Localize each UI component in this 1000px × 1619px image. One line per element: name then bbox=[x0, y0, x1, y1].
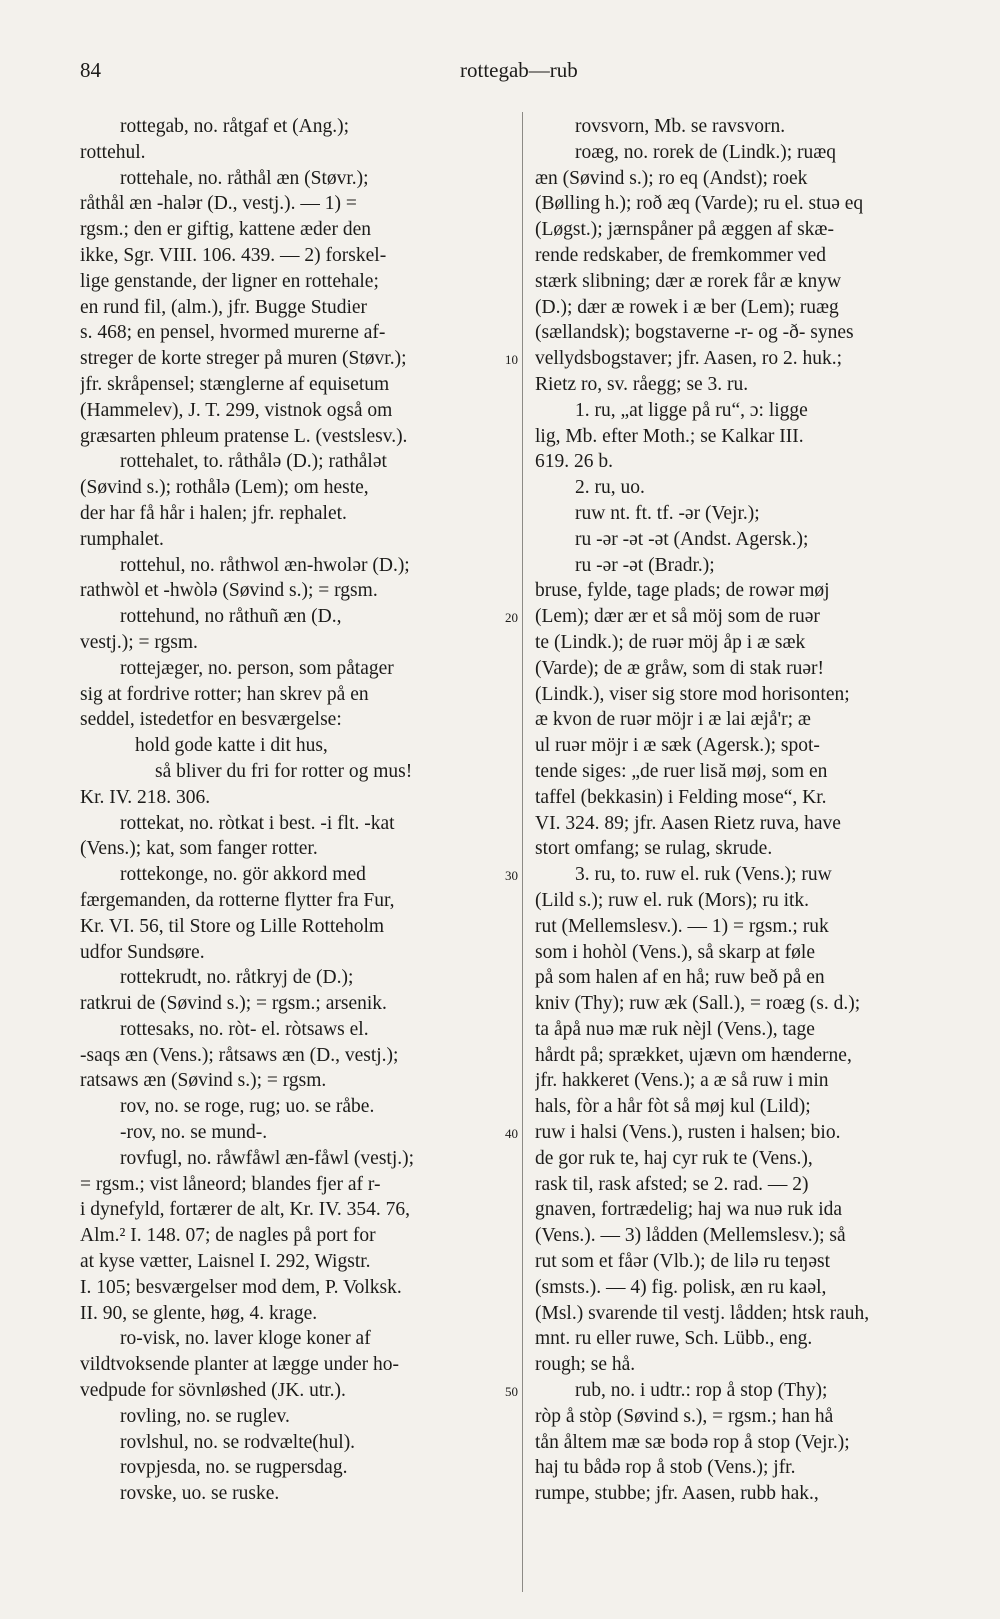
text-line: te (Lindk.); de ruər möj åp i æ sæk bbox=[535, 631, 806, 653]
text-line: (sællandsk); bogstaverne -r- og -ð- synes bbox=[535, 322, 854, 344]
column-divider bbox=[522, 112, 523, 1592]
line-number: 40 bbox=[505, 1126, 518, 1142]
text-line: 3. ru, to. ruw el. ruk (Vens.); ruw bbox=[575, 864, 832, 886]
text-line: hals, fòr a hår fòt så møj kul (Lild); bbox=[535, 1096, 811, 1118]
text-line: rathwòl et -hwòlə (Søvind s.); = rgsm. bbox=[80, 580, 378, 602]
text-line: streger de korte streger på muren (Støvr.); bbox=[80, 348, 407, 370]
text-line: rov, no. se roge, rug; uo. se råbe. bbox=[120, 1096, 375, 1118]
text-line: rovfugl, no. råwfåwl æn-fåwl (vestj.); bbox=[120, 1147, 415, 1169]
text-line: rottekrudt, no. råtkryj de (D.); bbox=[120, 967, 354, 989]
text-line: æn (Søvind s.); ro eq (Andst); roek bbox=[535, 167, 808, 189]
text-line: en rund fil, (alm.), jfr. Bugge Studier bbox=[80, 296, 368, 318]
text-line: ru -ər -ət (Bradr.); bbox=[575, 554, 715, 576]
text-line: (Lem); dær ær et så möj som de ruər bbox=[535, 606, 820, 628]
text-line: jfr. skråpensel; stænglerne af equisetum bbox=[80, 373, 390, 395]
text-line: (D.); dær æ rowek i æ ber (Lem); ruæg bbox=[535, 296, 839, 318]
text-line: ro-visk, no. laver kloge koner af bbox=[120, 1328, 371, 1350]
text-line: mnt. ru eller ruwe, Sch. Lübb., eng. bbox=[535, 1328, 813, 1350]
text-line: at kyse vætter, Laisnel I. 292, Wigstr. bbox=[80, 1251, 371, 1273]
text-line: rumpe, stubbe; jfr. Aasen, rubb hak., bbox=[535, 1483, 819, 1505]
text-line: rovpjesda, no. se rugpersdag. bbox=[120, 1457, 348, 1479]
text-line: Kr. IV. 218. 306. bbox=[80, 786, 211, 808]
text-line: (Vens.); kat, som fanger rotter. bbox=[80, 838, 318, 860]
text-line: rottekat, no. ròtkat i best. -i flt. -kat bbox=[120, 812, 395, 834]
text-line: ròp å stòp (Søvind s.), = rgsm.; han hå bbox=[535, 1405, 834, 1427]
text-line: ruw i halsi (Vens.), rusten i halsen; bio. bbox=[535, 1122, 841, 1144]
text-line: ratsaws æn (Søvind s.); = rgsm. bbox=[80, 1070, 327, 1092]
text-line: der har få hår i halen; jfr. rephalet. bbox=[80, 502, 347, 524]
text-line: stærk slibning; dær æ rorek får æ knyw bbox=[535, 270, 842, 292]
text-line: rottehalet, to. råthålə (D.); rathålət bbox=[120, 451, 387, 473]
text-line: ikke, Sgr. VIII. 106. 439. — 2) forskel- bbox=[80, 244, 387, 266]
text-line: rottejæger, no. person, som påtager bbox=[120, 657, 394, 679]
text-line: roæg, no. rorek de (Lindk.); ruæq bbox=[575, 141, 837, 163]
text-line: hårdt på; sprækket, ujævn om hænderne, bbox=[535, 1044, 852, 1066]
text-line: hold gode katte i dit hus, bbox=[135, 735, 328, 757]
text-line: rumphalet. bbox=[80, 528, 164, 550]
text-line: (Lild s.); ruw el. ruk (Mors); ru itk. bbox=[535, 889, 810, 911]
text-line: (smsts.). — 4) fig. polisk, æn ru kaəl, bbox=[535, 1276, 827, 1298]
text-line: rende redskaber, de fremkommer ved bbox=[535, 244, 827, 266]
text-line: rottekonge, no. gör akkord med bbox=[120, 864, 366, 886]
text-line: (Bølling h.); roð æq (Varde); ru el. stuə eq bbox=[535, 193, 864, 215]
text-line: bruse, fylde, tage plads; de rowər møj bbox=[535, 580, 830, 602]
text-line: rovsvorn, Mb. se ravsvorn. bbox=[575, 116, 786, 137]
text-line: rottehul. bbox=[80, 141, 146, 163]
line-number: 50 bbox=[505, 1384, 518, 1400]
text-line: vedpude for sövnløshed (JK. utr.). bbox=[80, 1380, 346, 1402]
text-line: rgsm.; den er giftig, kattene æder den bbox=[80, 219, 371, 241]
text-line: tån åltem mæ sæ bodə rop å stop (Vejr.); bbox=[535, 1431, 850, 1453]
text-line: lig, Mb. efter Moth.; se Kalkar III. bbox=[535, 425, 804, 447]
text-line: 2. ru, uo. bbox=[575, 477, 645, 499]
text-line: så bliver du fri for rotter og mus! bbox=[155, 760, 413, 782]
text-line: jfr. hakkeret (Vens.); a æ så ruw i min bbox=[535, 1070, 829, 1092]
page-header bbox=[80, 58, 960, 92]
text-line: (Varde); de æ gråw, som di stak ruər! bbox=[535, 657, 824, 679]
text-line: ul ruər möjr i æ sæk (Agersk.); spot- bbox=[535, 735, 820, 757]
text-line: rough; se hå. bbox=[535, 1354, 636, 1376]
text-line: VI. 324. 89; jfr. Aasen Rietz ruva, have bbox=[535, 812, 841, 834]
page-number: 84 bbox=[80, 58, 101, 82]
text-line: ta åpå nuə mæ ruk nèjl (Vens.), tage bbox=[535, 1018, 815, 1040]
text-line: II. 90, se glente, høg, 4. krage. bbox=[80, 1302, 318, 1324]
text-line: vildtvoksende planter at lægge under ho- bbox=[80, 1354, 399, 1376]
text-line: seddel, istedetfor en besværgelse: bbox=[80, 709, 342, 731]
text-line: ratkrui de (Søvind s.); = rgsm.; arsenik. bbox=[80, 993, 387, 1015]
text-line: på som halen af en hå; ruw beð på en bbox=[535, 967, 825, 989]
text-line: i dynefyld, fortærer de alt, Kr. IV. 354. 76, bbox=[80, 1199, 410, 1221]
text-line: ruw nt. ft. tf. -ər (Vejr.); bbox=[575, 502, 760, 524]
text-line: haj tu bådə rop å stob (Vens.); jfr. bbox=[535, 1457, 796, 1479]
text-line: færgemanden, da rotterne flytter fra Fur, bbox=[80, 889, 395, 911]
line-number: 30 bbox=[505, 868, 518, 884]
text-line: vellydsbogstaver; jfr. Aasen, ro 2. huk.; bbox=[535, 348, 843, 370]
text-line: (Lindk.), viser sig store mod horisonten; bbox=[535, 683, 850, 705]
text-line: rottegab, no. råtgaf et (Ang.); bbox=[120, 116, 350, 137]
text-line: rovling, no. se ruglev. bbox=[120, 1405, 290, 1427]
text-line: Alm.² I. 148. 07; de nagles på port for bbox=[80, 1225, 376, 1247]
text-line: rottehale, no. råthål æn (Støvr.); bbox=[120, 167, 369, 189]
line-number: 20 bbox=[505, 610, 518, 626]
text-line: rottehund, no råthuñ æn (D., bbox=[120, 606, 342, 628]
text-line: Rietz ro, sv. råegg; se 3. ru. bbox=[535, 373, 749, 395]
text-line: de gor ruk te, haj cyr ruk te (Vens.), bbox=[535, 1147, 813, 1169]
text-line: græsarten phleum pratense L. (vestslesv.). bbox=[80, 425, 408, 447]
text-line: (Hammelev), J. T. 299, vistnok også om bbox=[80, 399, 393, 421]
text-line: (Msl.) svarende til vestj. lådden; htsk rauh, bbox=[535, 1302, 870, 1324]
text-line: stort omfang; se rulag, skrude. bbox=[535, 838, 773, 860]
text-line: taffel (bekkasin) i Felding mose“, Kr. bbox=[535, 786, 827, 808]
text-line: Kr. VI. 56, til Store og Lille Rotteholm bbox=[80, 915, 385, 937]
text-line: ru -ər -ət -ət (Andst. Agersk.); bbox=[575, 528, 809, 550]
text-line: som i hohòl (Vens.), så skarp at føle bbox=[535, 941, 815, 963]
text-line: rask til, rask afsted; se 2. rad. — 2) bbox=[535, 1173, 809, 1195]
text-line: rottehul, no. råthwol æn-hwolər (D.); bbox=[120, 554, 410, 576]
text-line: æ kvon de ruər möjr i æ lai æjå'r; æ bbox=[535, 709, 811, 731]
text-line: (Søvind s.); rothålə (Lem); om heste, bbox=[80, 477, 369, 499]
text-line: s. 468; en pensel, hvormed murerne af- bbox=[80, 322, 386, 344]
text-line: tende siges: „de ruer lisă møj, som en bbox=[535, 760, 828, 782]
line-number: 10 bbox=[505, 352, 518, 368]
text-line: -saqs æn (Vens.); råtsaws æn (D., vestj.); bbox=[80, 1044, 399, 1066]
text-line: (Vens.). — 3) lådden (Mellemslesv.); så bbox=[535, 1225, 846, 1247]
text-line: (Løgst.); jærnspåner på æggen af skæ- bbox=[535, 219, 834, 241]
text-line: 619. 26 b. bbox=[535, 451, 613, 473]
text-line: rovske, uo. se ruske. bbox=[120, 1483, 280, 1505]
text-line: råthål æn -halər (D., vestj.). — 1) = bbox=[80, 193, 357, 215]
text-line: rovlshul, no. se rodvælte(hul). bbox=[120, 1431, 356, 1453]
text-line: lige genstande, der ligner en rottehale; bbox=[80, 270, 379, 292]
text-line: udfor Sundsøre. bbox=[80, 941, 205, 963]
right-column bbox=[535, 114, 968, 1507]
text-line: rut som et fåər (Vlb.); de lilə ru teŋəst bbox=[535, 1251, 831, 1273]
left-column bbox=[80, 114, 513, 1507]
text-line: 1. ru, „at ligge på ru“, ɔ: ligge bbox=[575, 399, 808, 421]
text-line: -rov, no. se mund-. bbox=[120, 1122, 268, 1144]
text-line: vestj.); = rgsm. bbox=[80, 631, 198, 653]
text-line: gnaven, fortrædelig; haj wa nuə ruk ida bbox=[535, 1199, 843, 1221]
text-line: sig at fordrive rotter; han skrev på en bbox=[80, 683, 369, 705]
text-line: rub, no. i udtr.: rop å stop (Thy); bbox=[575, 1380, 828, 1402]
text-line: rottesaks, no. ròt- el. ròtsaws el. bbox=[120, 1018, 369, 1040]
text-line: I. 105; besværgelser mod dem, P. Volksk. bbox=[80, 1276, 402, 1298]
text-line: rut (Mellemslesv.). — 1) = rgsm.; ruk bbox=[535, 915, 829, 937]
text-line: kniv (Thy); ruw æk (Sall.), = roæg (s. d.); bbox=[535, 993, 861, 1015]
text-line: = rgsm.; vist låneord; blandes fjer af r- bbox=[80, 1173, 381, 1195]
running-head: rottegab—rub bbox=[460, 58, 578, 82]
